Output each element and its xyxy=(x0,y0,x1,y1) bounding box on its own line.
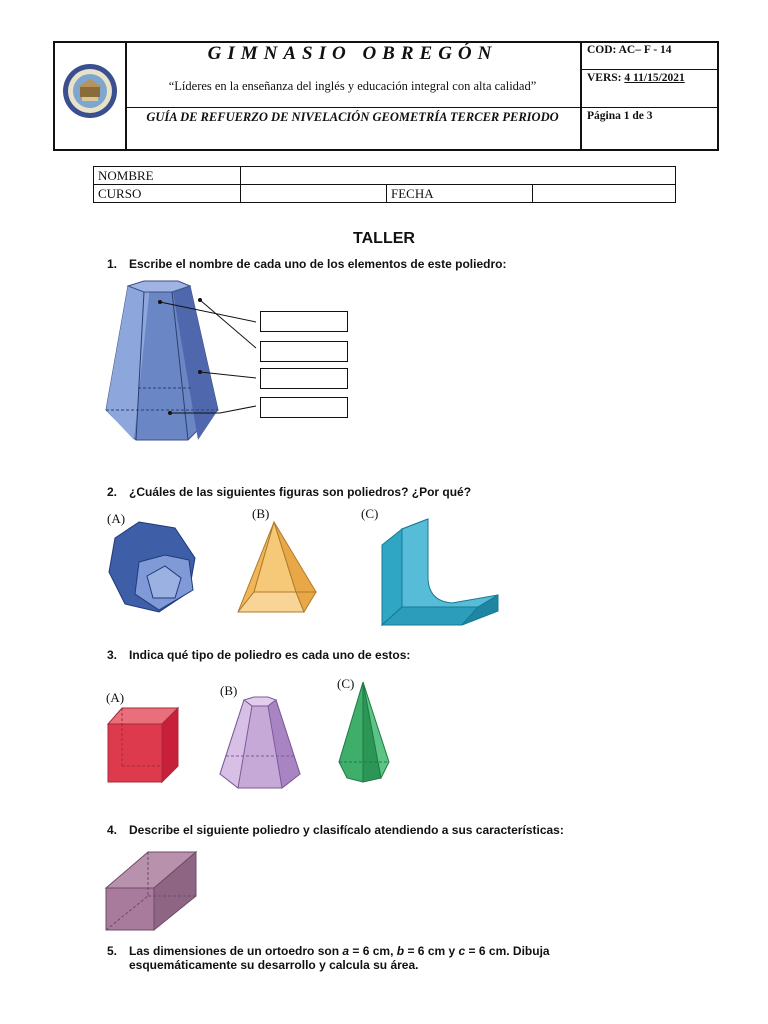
question-number: 5. xyxy=(107,944,118,958)
question-number: 3. xyxy=(107,648,118,662)
frustum-polyhedron-figure xyxy=(100,280,360,445)
guide-title: GUÍA DE REFUERZO DE NIVELACIÓN GEOMETRÍA TERCER PERIODO xyxy=(146,110,559,124)
variable-b: b xyxy=(396,944,405,958)
question-text: Escribe el nombre de cada uno de los elementos de este poliedro: xyxy=(129,257,507,271)
page-title: TALLER xyxy=(353,230,415,247)
date-label: FECHA xyxy=(387,185,533,203)
prismatoid-frustum-figure xyxy=(218,696,302,790)
date-field[interactable] xyxy=(533,185,676,203)
value-a: = 6 cm, xyxy=(352,944,394,958)
hexagonal-pyramid-figure xyxy=(335,680,393,784)
answer-box-4[interactable] xyxy=(260,397,348,418)
document-version xyxy=(587,72,685,84)
question-text: ¿Cuáles de las siguientes figuras son poliedros? ¿Por qué? xyxy=(129,485,472,499)
variable-c: c xyxy=(458,944,466,958)
curved-solid-figure xyxy=(378,515,503,633)
version-label: VERS: xyxy=(587,72,622,84)
question-number: 4. xyxy=(107,823,118,837)
question-2 xyxy=(107,485,471,499)
label-c: (C) xyxy=(361,506,379,521)
label-3c: (C) xyxy=(337,676,355,691)
value-c: = 6 cm. Dibuja xyxy=(468,944,550,958)
label-3a: (A) xyxy=(106,690,125,705)
question-number: 1. xyxy=(107,257,118,271)
school-slogan: “Líderes en la enseñanza del inglés y educación integral con alta calidad” xyxy=(168,79,537,93)
question-5 xyxy=(107,944,627,972)
label-letter: B xyxy=(256,506,266,521)
label-letter: A xyxy=(111,511,121,526)
question-3 xyxy=(107,648,410,662)
question-text: Indica qué tipo de poliedro es cada uno de estos: xyxy=(129,648,411,662)
answer-box-3[interactable] xyxy=(260,368,348,389)
course-label: CURSO xyxy=(94,185,241,203)
name-label: NOMBRE xyxy=(94,167,241,185)
document-code: COD: AC– F - 14 xyxy=(587,44,672,56)
course-field[interactable] xyxy=(241,185,387,203)
square-pyramid-figure xyxy=(234,520,324,615)
value-b: = 6 cm y xyxy=(407,944,456,958)
question-number: 2. xyxy=(107,485,118,499)
school-name: GIMNASIO OBREGÓN xyxy=(207,43,498,64)
rectangular-prism-figure xyxy=(104,850,200,932)
question-1 xyxy=(107,257,506,271)
question-text-line2: esquemáticamente su desarrollo y calcula su área. xyxy=(129,958,419,972)
variable-a: a xyxy=(342,944,350,958)
answer-box-2[interactable] xyxy=(260,341,348,362)
label-letter: B xyxy=(224,683,234,698)
label-3b: (B) xyxy=(220,683,238,698)
answer-box-1[interactable] xyxy=(260,311,348,332)
school-crest-icon xyxy=(62,63,118,119)
label-letter: C xyxy=(341,676,351,691)
question-4 xyxy=(107,823,564,837)
label-letter: C xyxy=(365,506,375,521)
version-value: 4 11/15/2021 xyxy=(624,72,685,84)
dodecahedron-figure xyxy=(105,520,200,615)
question-text: Describe el siguiente poliedro y clasifícalo atendiendo a sus características: xyxy=(129,823,564,837)
label-b: (B) xyxy=(252,506,270,521)
name-field[interactable] xyxy=(241,167,676,185)
question-text: Las dimensiones de un ortoedro son xyxy=(129,944,340,958)
page-number: Página 1 de 3 xyxy=(587,110,653,122)
label-letter: A xyxy=(110,690,120,705)
label-a: (A) xyxy=(107,511,126,526)
student-info-table xyxy=(93,166,676,203)
cube-figure xyxy=(106,706,182,784)
